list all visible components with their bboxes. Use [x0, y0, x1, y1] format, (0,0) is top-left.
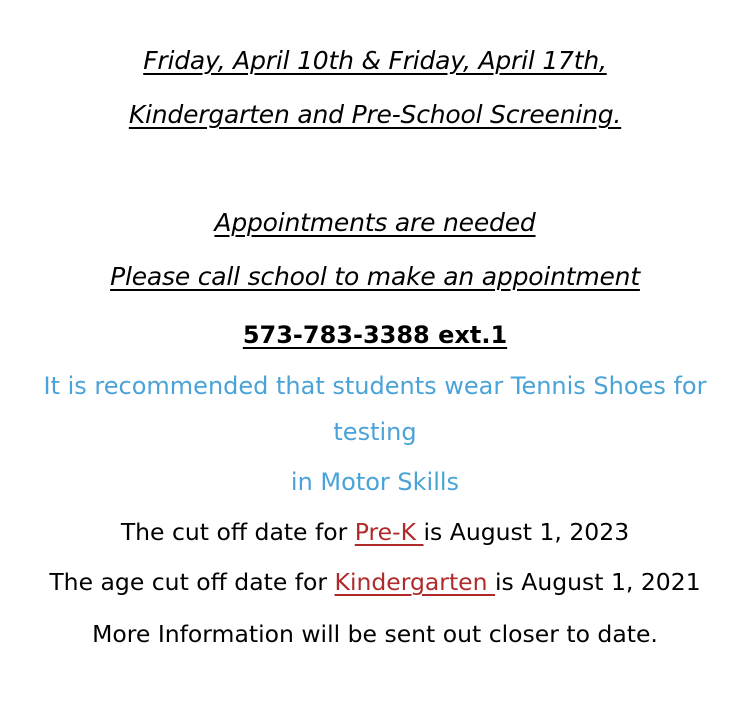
- kindergarten-cutoff-line: [0, 568, 750, 596]
- prek-cutoff-line: [0, 518, 750, 546]
- kindergarten-cutoff-date: is August 1, 2021: [495, 568, 701, 596]
- appointments-notice: Appointments are needed: [214, 208, 536, 237]
- prek-link[interactable]: Pre-K: [354, 518, 424, 546]
- prek-cutoff-date: is August 1, 2023: [423, 518, 630, 546]
- phone-number: 573-783-3388 ext.1: [242, 321, 508, 349]
- recommendation-line-2: testing: [333, 418, 417, 446]
- event-title: Kindergarten and Pre-School Screening.: [128, 100, 622, 129]
- prek-cutoff-prefix: The cut off date for: [120, 518, 355, 546]
- recommendation-line-1: It is recommended that students wear Tennis Shoes for: [43, 372, 707, 400]
- more-info-notice: More Information will be sent out closer to date.: [92, 620, 658, 648]
- kindergarten-link[interactable]: Kindergarten: [334, 568, 496, 596]
- call-instruction: Please call school to make an appointment: [110, 262, 640, 291]
- recommendation-line-3: in Motor Skills: [290, 468, 460, 496]
- event-dates: Friday, April 10th & Friday, April 17th,: [143, 46, 607, 75]
- kindergarten-cutoff-prefix: The age cut off date for: [49, 568, 335, 596]
